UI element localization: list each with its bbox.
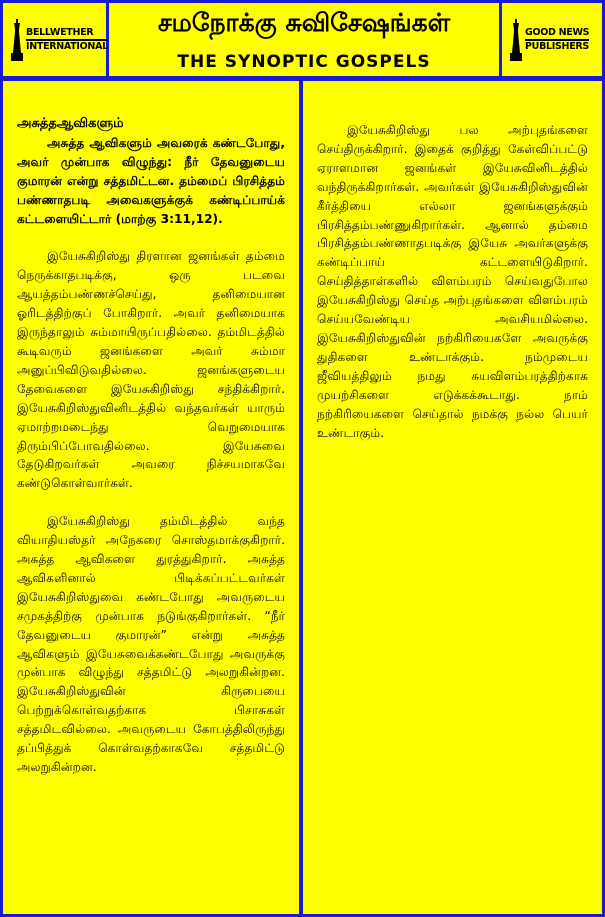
tower-icon <box>11 19 23 61</box>
left-logo <box>11 19 108 61</box>
scripture-quote: அசுத்த ஆவிகளும் அவரைக் கண்டபோது, அவர் முன்பாக விழுந்து: நீர் தேவனுடைய குமாரன் என்று சத்தமிட்டன. தம்மைப் பிரசித்தம் பண்ணாதபடி அவைகளுக்குக் கண்டிப்பாய்க் கட்டளையிட்டார் (மாற்கு 3:11,12). <box>17 135 285 226</box>
page-title-english: THE SYNOPTIC GOSPELS <box>177 52 431 72</box>
title-box <box>109 3 499 76</box>
right-logo-line2: PUBLISHERS <box>525 40 589 52</box>
right-logo-box <box>502 3 602 76</box>
left-paragraph-1: இயேசுகிறிஸ்து திரளான ஜனங்கள் தம்மை நெருக்காதபடிக்கு, ஒரு படவை ஆயத்தம்பண்ணச்செய்து, தனிமையான ஓரிடத்திற்குப் போகிறார். அவர் தனிமையாக இருந்தாலும் சும்மாயிருப்பதில்லை. தம்மிடத்தில் கூடிவரும் ஜனங்களை அவர் சும்மா அனுப்பிவிடுவதில்லை. ஜனங்களுடைய தேவைகளை இயேசுகிறிஸ்து சந்திக்கிறார். இயேசுகிறிஸ்துவினிடத்தில் வந்தவர்கள் யாரும் ஏமாற்றமடைந்து வெறுமையாக திரும்பிப்போவதில்லை. இயேசுவை தேடுகிறவர்கள் அவரை நிச்சயமாகவே கண்டுகொள்வார்கள். <box>17 249 285 491</box>
left-logo-box <box>3 3 106 76</box>
left-column <box>3 81 299 914</box>
right-logo-text <box>525 27 589 53</box>
right-paragraph-1: இயேசுகிறிஸ்து பல அற்புதங்களை செய்திருக்கிறார். இதைக் குறித்து கேள்விப்பட்டு ஏராளமான ஜனங்கள் இயேசுவினிடத்தில் வந்திருக்கிறார்கள். அவர்கள் இயேசுகிறிஸ்துவின் கீர்த்தியை எல்லா ஜனங்களுக்கும் பிரசித்தம்பண்ணுகிறார்கள். ஆனால் தம்மை பிரசித்தம்பண்ணாதபடிக்கு இயேசு அவர்களுக்கு கண்டிப்பாய் கட்டளையிடுகிறார். செய்தித்தாள்களில் விளம்பரம் செய்வதுபோல இயேசுகிறிஸ்து செய்த அற்புதங்களை விளம்பரம் செய்யவேண்டிய அவசியமில்லை. இயேசுகிறிஸ்துவின் நற்கிரியைகளே அவருக்கு துதிகளை உண்டாக்கும். நம்முடைய ஜீவியத்திலும் நமது சுயவிளம்பரத்திற்காக முயற்சிகளை எடுக்கக்கூடாது. நாம் நற்கிரியைகளை செய்தால் நமக்கு நல்ல பெயர் உண்டாகும். <box>317 123 588 440</box>
right-logo <box>510 19 589 61</box>
left-logo-line2: INTERNATIONAL <box>26 40 108 52</box>
left-logo-line1: BELLWETHER <box>26 27 108 41</box>
section-heading: அசுத்தஆவிகளும் <box>17 116 124 131</box>
page-title-tamil: சமநோக்கு சுவிசேஷங்கள் <box>157 8 451 37</box>
left-paragraph-2: இயேசுகிறிஸ்து தம்மிடத்தில் வந்த வியாதியஸ்தர் அநேகரை சொஸ்தமாக்குகிறார். அசுத்த ஆவிகளை துரத்துகிறார். அசுத்த ஆவிகளினால் பிடிக்கப்பட்டவர்கள் இயேசுகிறிஸ்துவை கண்டபோது அவருடைய சமுகத்திற்கு முன்பாக நடுங்குகிறார்கள். “நீர் தேவனுடைய குமாரன்” என்று அசுத்த ஆவிகளும் இயேசுவைக்கண்டபோது அவருக்கு முன்பாக விழுந்து சத்தமிட்டு அலறுகின்றன. இயேசுகிறிஸ்துவின் கிருபையை பெற்றுக்கொள்வதற்காக பிசாசுகள் சத்தமிடவில்லை. அவருடைய கோபத்திலிருந்து தப்பித்துக் கொள்வதற்காகவே சத்தமிட்டு அலறுகின்றன. <box>17 514 285 774</box>
right-logo-line1: GOOD NEWS <box>525 27 589 41</box>
left-logo-text <box>26 27 108 53</box>
right-column <box>303 81 602 914</box>
tower-icon <box>510 19 522 61</box>
